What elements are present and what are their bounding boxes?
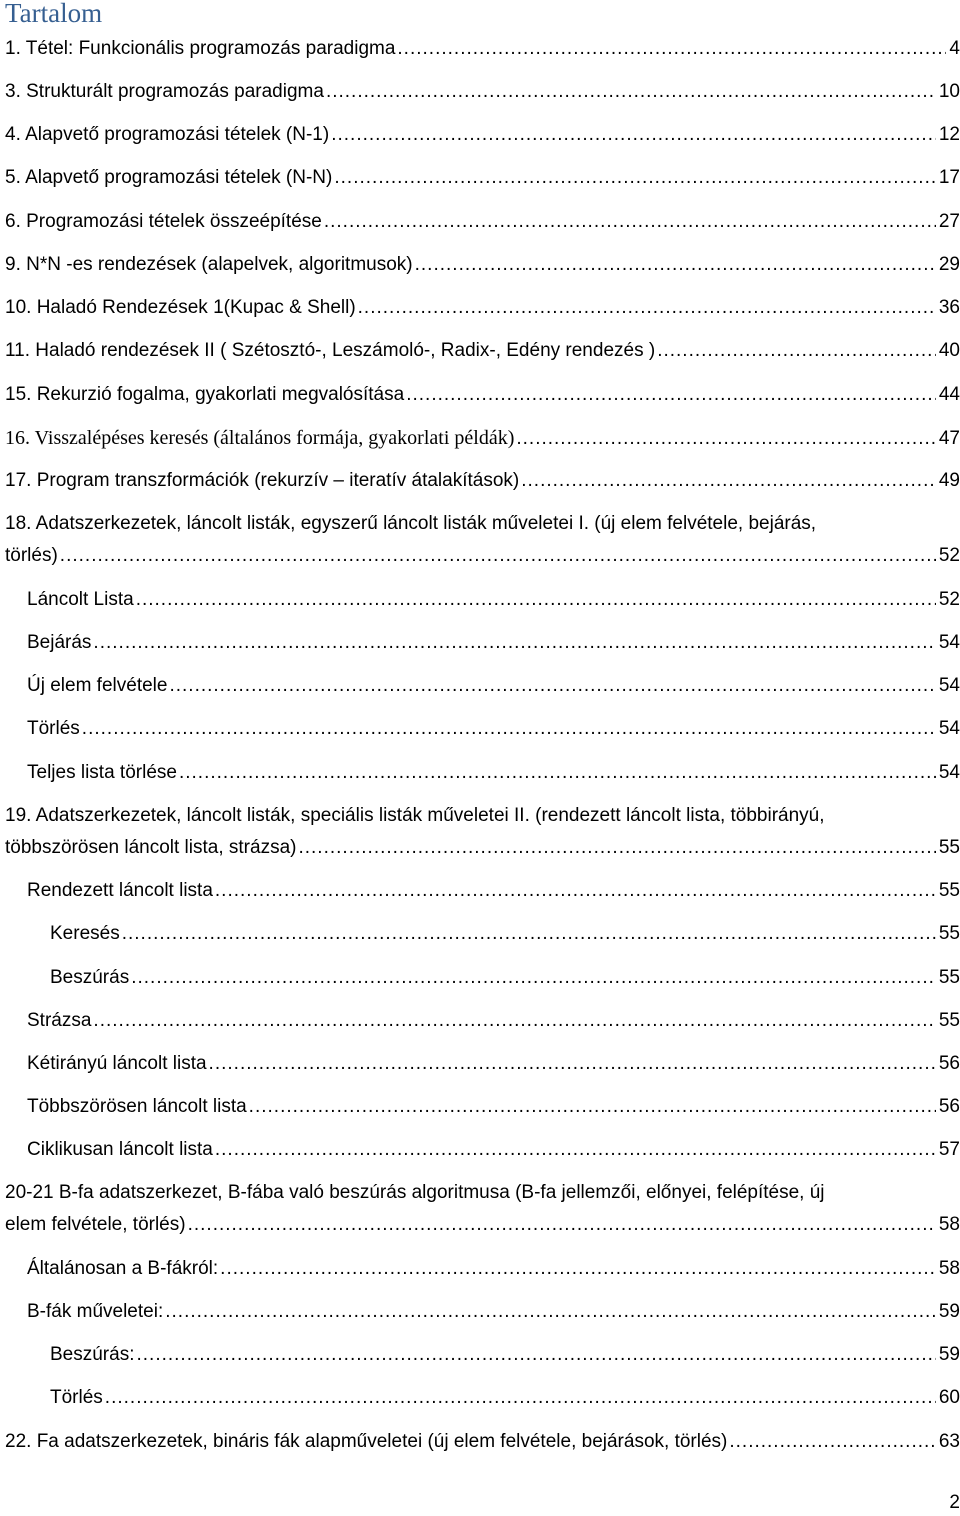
toc-entry-title: Láncolt Lista: [27, 589, 134, 610]
dot-leader: [179, 757, 936, 789]
toc-entry-title: Rendezett láncolt lista: [27, 880, 213, 901]
toc-entry-title: 11. Haladó rendezések II ( Szétosztó-, Leszámoló-, Radix-, Edény rendezés ): [5, 340, 656, 361]
toc-entry-line: [5, 33, 960, 65]
toc-entry-page-number: 58: [938, 1258, 960, 1279]
toc-entry-line: [50, 1382, 960, 1414]
toc-entry-title: Beszúrás:: [50, 1344, 135, 1365]
toc-entry[interactable]: [5, 119, 960, 151]
page-number-footer: 2: [949, 1492, 960, 1513]
toc-entry[interactable]: [5, 1426, 960, 1458]
toc-entry-title: Beszúrás: [50, 967, 130, 988]
dot-leader: [334, 162, 935, 194]
toc-entry[interactable]: [50, 1382, 960, 1414]
toc-entry-page-number: 56: [938, 1096, 960, 1117]
toc-entry-title: 10. Haladó Rendezések 1(Kupac & Shell): [5, 297, 356, 318]
toc-entry-line: [5, 832, 960, 864]
toc-entry-page-number: 59: [938, 1344, 960, 1365]
toc-entry-title-line1: 18. Adatszerkezetek, láncolt listák, egyszerű láncolt listák műveletei I. (új elem felvétele, bejárás,: [5, 513, 817, 534]
toc-entry-title: Keresés: [50, 923, 120, 944]
toc-entry-title: 3. Strukturált programozás paradigma: [5, 81, 324, 102]
toc-entry[interactable]: [27, 1296, 960, 1328]
toc-entry-page-number: 54: [938, 675, 960, 696]
toc-entry-title: Általánosan a B-fákról:: [27, 1258, 219, 1279]
dot-leader: [324, 206, 936, 238]
toc-entry-title: 16. Visszalépéses keresés (általános formája, gyakorlati példák): [5, 427, 515, 449]
toc-entry-page-number: 54: [938, 718, 960, 739]
toc-entry-line: [27, 757, 960, 789]
toc-entry[interactable]: [27, 713, 960, 745]
toc-entry-title: 15. Rekurzió fogalma, gyakorlati megvalósítása: [5, 384, 405, 405]
dot-leader: [220, 1253, 936, 1285]
toc-entry[interactable]: [27, 875, 960, 907]
toc-entry[interactable]: [50, 918, 960, 950]
toc-entry-page-number: 29: [938, 254, 960, 275]
toc-entry-line: [27, 1005, 960, 1037]
toc-entry-title: Új elem felvétele: [27, 675, 168, 696]
toc-entry-page-number: 55: [938, 880, 960, 901]
toc-entry-page-number: 17: [938, 167, 960, 188]
dot-leader: [415, 249, 936, 281]
toc-entry-line: [5, 162, 960, 194]
dot-leader: [397, 33, 946, 65]
toc-entry-page-number: 54: [938, 632, 960, 653]
toc-entry[interactable]: [5, 206, 960, 238]
toc-entry[interactable]: [27, 1253, 960, 1285]
toc-entry-line: [5, 1426, 960, 1458]
dot-leader: [516, 423, 936, 454]
toc-entry[interactable]: [27, 1134, 960, 1166]
toc-entry-line: [5, 465, 960, 497]
toc-entry-line: [27, 1091, 960, 1123]
toc-entry-page-number: 55: [938, 923, 960, 944]
toc-entry-page-number: 55: [938, 1010, 960, 1031]
toc-entry-page-number: 52: [938, 545, 960, 566]
dot-leader: [93, 1005, 935, 1037]
dot-leader: [358, 292, 936, 324]
toc-entry[interactable]: [27, 1091, 960, 1123]
toc-entry[interactable]: [27, 1005, 960, 1037]
toc-entry-page-number: 54: [938, 762, 960, 783]
toc-entry-line: [5, 379, 960, 411]
toc-entry[interactable]: [5, 76, 960, 108]
toc-entry-title: Ciklikusan láncolt lista: [27, 1139, 213, 1160]
toc-entry-title: 9. N*N -es rendezések (alapelvek, algoritmusok): [5, 254, 413, 275]
toc-entry-title: törlés): [5, 545, 58, 566]
dot-leader: [93, 627, 935, 659]
toc-heading: Tartalom: [5, 0, 103, 28]
dot-leader: [729, 1426, 936, 1458]
toc-entry-title: 5. Alapvető programozási tételek (N-N): [5, 167, 333, 188]
toc-entry-title: Kétirányú láncolt lista: [27, 1053, 207, 1074]
toc-entry-title: többszörösen láncolt lista, strázsa): [5, 837, 297, 858]
toc-entry-page-number: 52: [938, 589, 960, 610]
toc-entry[interactable]: [5, 422, 960, 454]
toc-entry[interactable]: [5, 1177, 960, 1241]
toc-entry-page-number: 10: [938, 81, 960, 102]
toc-entry[interactable]: [27, 670, 960, 702]
toc-entry-line: [5, 119, 960, 151]
toc-entry-line: [27, 670, 960, 702]
dot-leader: [657, 335, 936, 367]
dot-leader: [60, 540, 936, 572]
dot-leader: [298, 832, 935, 864]
toc-entry[interactable]: [27, 757, 960, 789]
toc-entry-page-number: 60: [938, 1387, 960, 1408]
toc-entry-line: [27, 1253, 960, 1285]
toc-entry-title: 4. Alapvető programozási tételek (N-1): [5, 124, 330, 145]
dot-leader: [136, 1339, 935, 1371]
toc-entry-line: [5, 292, 960, 324]
dot-leader: [406, 379, 936, 411]
toc-entry[interactable]: [5, 249, 960, 281]
toc-entry-line: [50, 962, 960, 994]
dot-leader: [326, 76, 936, 108]
toc-entry-page-number: 57: [938, 1139, 960, 1160]
toc-entry-page-number: 47: [938, 428, 960, 449]
toc-entry-title-line1: 19. Adatszerkezetek, láncolt listák, speciális listák műveletei II. (rendezett láncolt lista, többirányú,: [5, 805, 825, 826]
toc-entry-page-number: 63: [938, 1431, 960, 1452]
toc-entry-line: [27, 1048, 960, 1080]
toc-entry[interactable]: [5, 465, 960, 497]
toc-entry-line: [5, 422, 960, 454]
toc-entry-page-number: 4: [949, 38, 960, 59]
toc-entry-page-number: 40: [938, 340, 960, 361]
toc-entry-line: [5, 335, 960, 367]
toc-entry-title: 6. Programozási tételek összeépítése: [5, 211, 322, 232]
dot-leader: [82, 713, 936, 745]
toc-entry[interactable]: [5, 800, 960, 864]
toc-entry-title: Strázsa: [27, 1010, 92, 1031]
toc-entry-page-number: 49: [938, 470, 960, 491]
toc-entry-line: [27, 584, 960, 616]
dot-leader: [331, 119, 936, 151]
dot-leader: [249, 1091, 936, 1123]
toc-entry-title-line1: 20-21 B-fa adatszerkezet, B-fába való beszúrás algoritmusa (B-fa jellemzői, előnyei, felépítése, új: [5, 1182, 825, 1203]
dot-leader: [105, 1382, 936, 1414]
toc-entry-page-number: 44: [938, 384, 960, 405]
toc-entry[interactable]: [5, 379, 960, 411]
toc-entry-title: B-fák műveletei:: [27, 1301, 164, 1322]
toc-entry-line: [27, 1134, 960, 1166]
dot-leader: [122, 918, 936, 950]
toc-entry-title: 1. Tétel: Funkcionális programozás paradigma: [5, 38, 396, 59]
dot-leader: [131, 962, 936, 994]
toc-entry-title: 22. Fa adatszerkezetek, bináris fák alapműveletei (új elem felvétele, bejárások, törlés): [5, 1431, 728, 1452]
dot-leader: [169, 670, 935, 702]
toc-entry-page-number: 56: [938, 1053, 960, 1074]
toc-entry-page-number: 55: [938, 967, 960, 988]
toc-entry[interactable]: [27, 584, 960, 616]
dot-leader: [209, 1048, 936, 1080]
toc-entry-line: [50, 918, 960, 950]
toc-entry-line: [5, 249, 960, 281]
toc-entry-line: [27, 627, 960, 659]
toc-entry-line: [5, 206, 960, 238]
dot-leader: [165, 1296, 936, 1328]
toc-entry[interactable]: [5, 335, 960, 367]
toc-entry[interactable]: [5, 508, 960, 572]
toc-entry[interactable]: [50, 1339, 960, 1371]
toc-entry[interactable]: [27, 627, 960, 659]
toc-entry-line: [27, 1296, 960, 1328]
toc-entry[interactable]: [27, 1048, 960, 1080]
dot-leader: [136, 584, 936, 616]
toc-entry-title: Bejárás: [27, 632, 92, 653]
dot-leader: [215, 1134, 936, 1166]
toc-entry-line: [5, 1209, 960, 1241]
toc-entry-line: [50, 1339, 960, 1371]
toc-entry-page-number: 59: [938, 1301, 960, 1322]
toc-entry-page-number: 58: [938, 1214, 960, 1235]
dot-leader: [521, 465, 936, 497]
toc-entry-page-number: 36: [938, 297, 960, 318]
dot-leader: [188, 1209, 936, 1241]
toc-entry-title: elem felvétele, törlés): [5, 1214, 186, 1235]
toc-entry[interactable]: [5, 33, 960, 65]
toc-entry-page-number: 27: [938, 211, 960, 232]
toc-entry-title: Többszörösen láncolt lista: [27, 1096, 247, 1117]
dot-leader: [215, 875, 936, 907]
toc-entry[interactable]: [5, 162, 960, 194]
toc-entry-title: Törlés: [50, 1387, 103, 1408]
toc-entry-title: 17. Program transzformációk (rekurzív – iteratív átalakítások): [5, 470, 520, 491]
toc-entry-line: [5, 540, 960, 572]
toc-entry-title: Teljes lista törlése: [27, 762, 177, 783]
toc-entry[interactable]: [5, 292, 960, 324]
toc-entry[interactable]: [50, 962, 960, 994]
toc-entry-line: [5, 76, 960, 108]
toc-entry-line: [27, 875, 960, 907]
toc-entry-page-number: 55: [938, 837, 960, 858]
toc-entry-title: Törlés: [27, 718, 80, 739]
toc-entry-line: [27, 713, 960, 745]
toc-entry-page-number: 12: [938, 124, 960, 145]
